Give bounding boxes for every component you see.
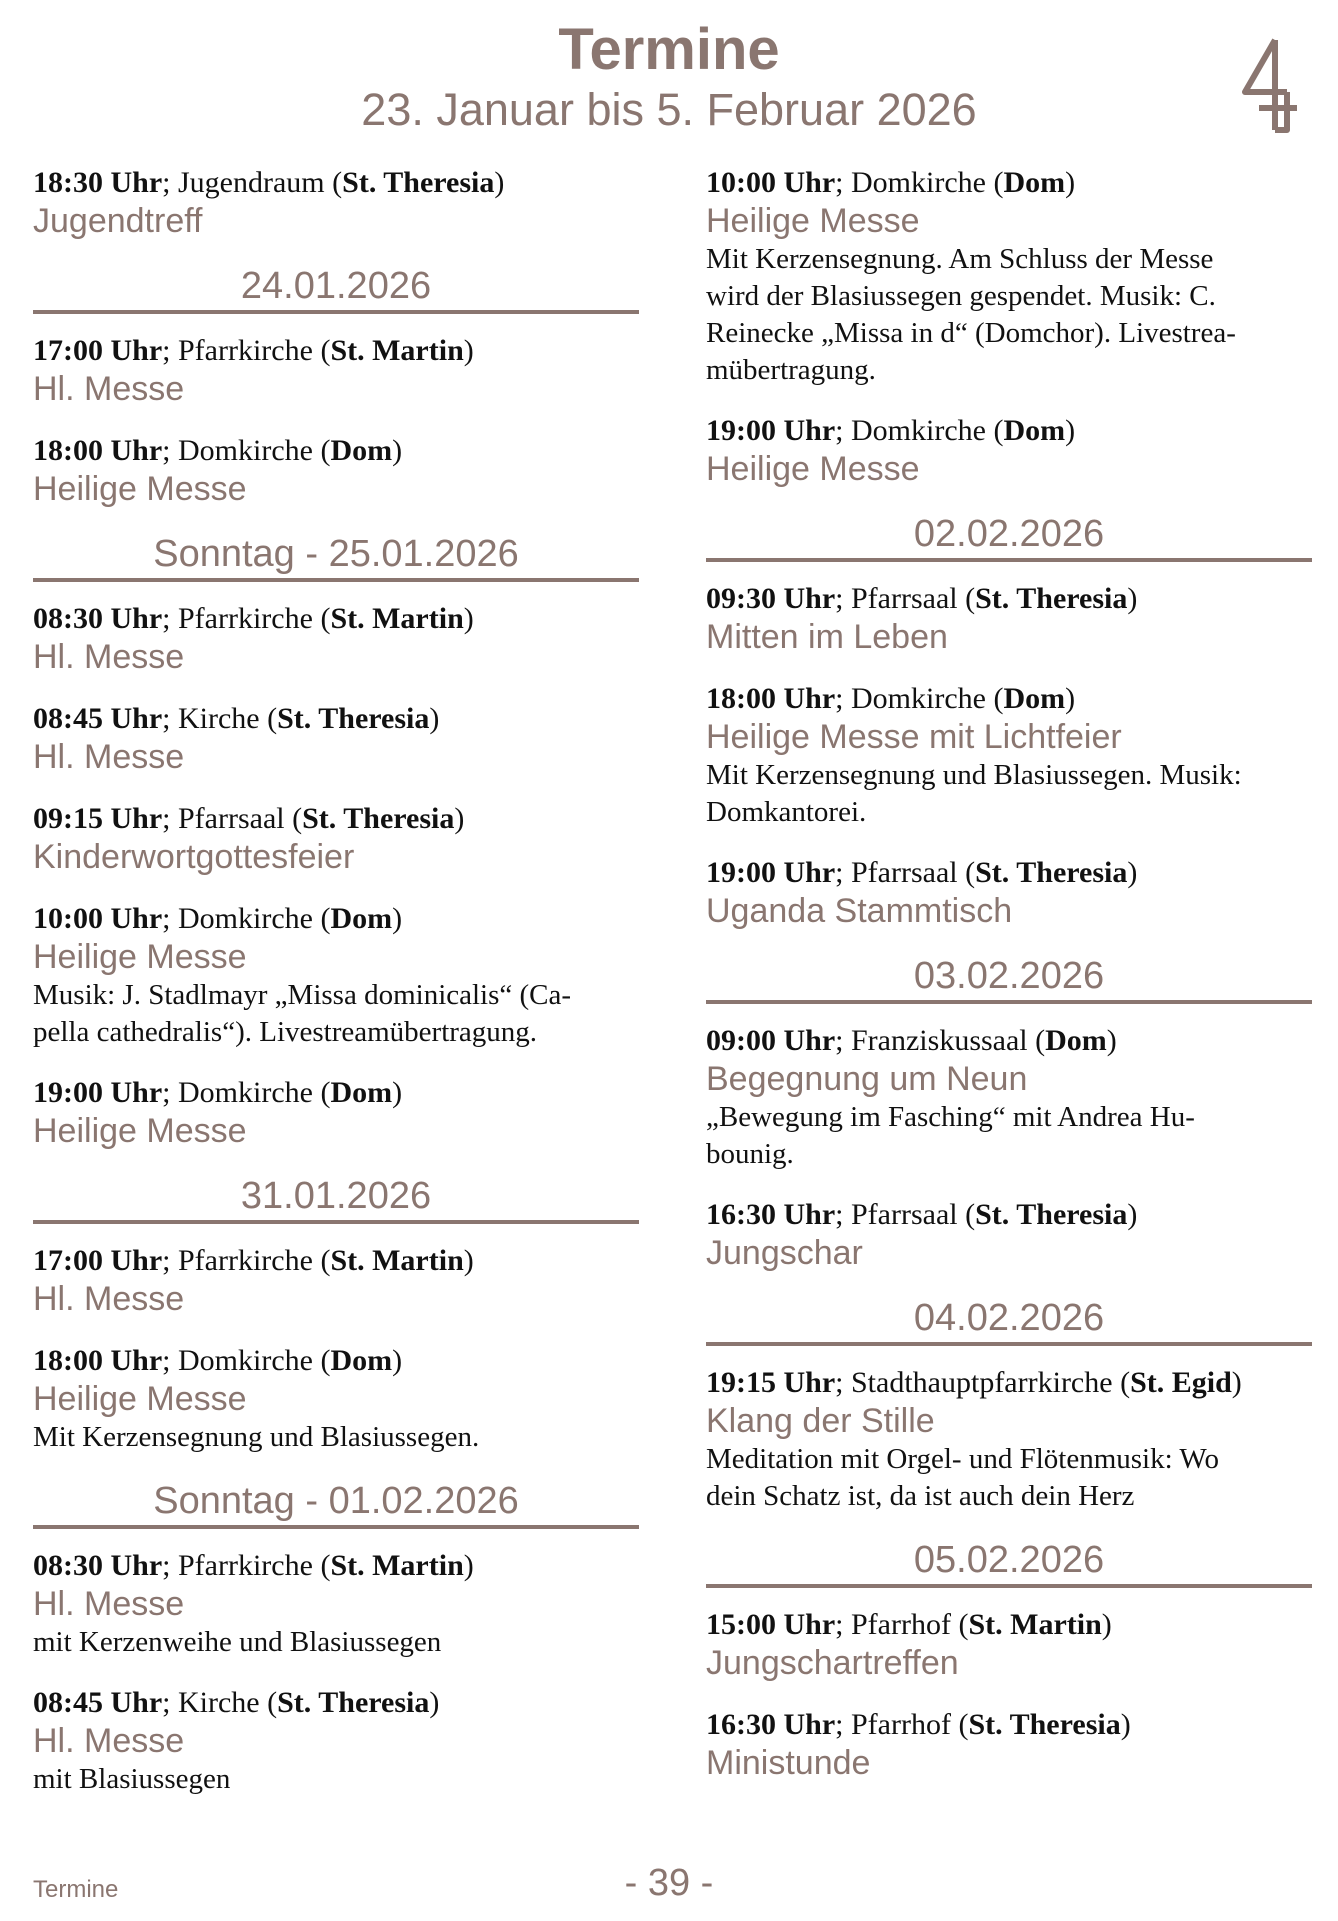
footer-section-label: Termine	[33, 1876, 119, 1903]
event-note: bounig.	[706, 1138, 794, 1170]
event-title: Heilige Messe	[706, 202, 920, 240]
event-title: Jungschartreffen	[706, 1644, 959, 1682]
event-note: Domkantorei.	[706, 796, 867, 828]
event-entry: 19:15 Uhr; Stadthauptpfarrkirche (St. Egid) Klang der Stille Meditation mit Orgel- und Flötenmusik: Wo dein Schatz ist, da ist auch dein Herz	[706, 1364, 1312, 1515]
page-title: Termine	[558, 17, 780, 82]
event-entry: 09:15 Uhr; Pfarrsaal (St. Theresia) Kinderwortgottesfeier	[33, 800, 639, 877]
event-note: Mit Kerzensegnung und Blasiussegen.	[33, 1421, 480, 1453]
event-title: Hl. Messe	[33, 638, 185, 676]
event-title: Klang der Stille	[706, 1402, 935, 1440]
event-title: Jungschar	[706, 1234, 863, 1272]
event-note: pella cathedralis“). Livestreamübertragung.	[33, 1016, 538, 1048]
event-entry: 15:00 Uhr; Pfarrhof (St. Martin) Jungschartreffen	[706, 1606, 1312, 1683]
event-entry: 16:30 Uhr; Pfarrhof (St. Theresia) Ministunde	[706, 1706, 1312, 1783]
event-entry: 17:00 Uhr; Pfarrkirche (St. Martin) Hl. Messe	[33, 332, 639, 409]
event-title: Ministunde	[706, 1744, 871, 1782]
event-note: mübertragung.	[706, 354, 876, 386]
event-title: Heilige Messe	[33, 938, 247, 976]
event-note: mit Kerzenweihe und Blasiussegen	[33, 1626, 442, 1658]
event-title: Begegnung um Neun	[706, 1060, 1028, 1098]
cross-logo-icon	[1235, 30, 1315, 140]
date-heading: 24.01.2026	[33, 264, 639, 314]
event-title: Jugendtreff	[33, 202, 203, 240]
event-entry: 08:30 Uhr; Pfarrkirche (St. Martin) Hl. Messe mit Kerzenweihe und Blasiussegen	[33, 1547, 639, 1661]
date-heading: 31.01.2026	[33, 1174, 639, 1224]
event-entry: 08:30 Uhr; Pfarrkirche (St. Martin) Hl. Messe	[33, 600, 639, 677]
event-entry: 10:00 Uhr; Domkirche (Dom) Heilige Messe Musik: J. Stadlmayr „Missa dominicalis“ (Ca- pella cathedralis“). Livestreamübertragung.	[33, 900, 639, 1051]
event-entry: 17:00 Uhr; Pfarrkirche (St. Martin) Hl. Messe	[33, 1242, 639, 1319]
event-title: Hl. Messe	[33, 1585, 185, 1623]
event-entry: 08:45 Uhr; Kirche (St. Theresia) Hl. Messe mit Blasiussegen	[33, 1684, 639, 1798]
event-entry: 08:45 Uhr; Kirche (St. Theresia) Hl. Messe	[33, 700, 639, 777]
date-heading: Sonntag - 01.02.2026	[33, 1479, 639, 1529]
event-entry: 18:00 Uhr; Domkirche (Dom) Heilige Messe mit Lichtfeier Mit Kerzensegnung und Blasiussegen. Musik: Domkantorei.	[706, 680, 1312, 831]
event-note: Musik: J. Stadlmayr „Missa dominicalis“ (Ca-	[33, 979, 572, 1011]
event-entry: 19:00 Uhr; Domkirche (Dom) Heilige Messe	[706, 412, 1312, 489]
event-title: Heilige Messe	[33, 1112, 247, 1150]
event-entry: 19:00 Uhr; Domkirche (Dom) Heilige Messe	[33, 1074, 639, 1151]
date-heading: 05.02.2026	[706, 1538, 1312, 1588]
date-heading: 02.02.2026	[706, 512, 1312, 562]
page-number: - 39 -	[624, 1862, 714, 1904]
event-note: wird der Blasiussegen gespendet. Musik: C.	[706, 280, 1216, 312]
date-heading: 04.02.2026	[706, 1296, 1312, 1346]
event-note: Mit Kerzensegnung. Am Schluss der Messe	[706, 243, 1214, 275]
event-title: Heilige Messe mit Lichtfeier	[706, 718, 1122, 756]
event-title: Mitten im Leben	[706, 618, 948, 656]
event-title: Hl. Messe	[33, 1722, 185, 1760]
event-note: dein Schatz ist, da ist auch dein Herz	[706, 1480, 1135, 1512]
event-note: Mit Kerzensegnung und Blasiussegen. Musik:	[706, 759, 1242, 791]
date-heading: 03.02.2026	[706, 954, 1312, 1004]
event-entry: 18:00 Uhr; Domkirche (Dom) Heilige Messe	[33, 432, 639, 509]
event-note: mit Blasiussegen	[33, 1763, 231, 1795]
event-note: Meditation mit Orgel- und Flötenmusik: Wo	[706, 1443, 1219, 1475]
event-title: Heilige Messe	[33, 470, 247, 508]
page-header	[0, 18, 1338, 136]
event-note: Reinecke „Missa in d“ (Domchor). Livestrea-	[706, 317, 1236, 349]
event-entry: 16:30 Uhr; Pfarrsaal (St. Theresia) Jungschar	[706, 1196, 1312, 1273]
left-column	[33, 164, 639, 1821]
event-title: Hl. Messe	[33, 738, 185, 776]
event-title: Heilige Messe	[33, 1380, 247, 1418]
event-entry: 09:30 Uhr; Pfarrsaal (St. Theresia) Mitten im Leben	[706, 580, 1312, 657]
event-note: „Bewegung im Fasching“ mit Andrea Hu-	[706, 1101, 1195, 1133]
event-title: Kinderwortgottesfeier	[33, 838, 355, 876]
event-entry: 18:30 Uhr; Jugendraum (St. Theresia) Jugendtreff	[33, 164, 639, 241]
right-column	[706, 164, 1312, 1806]
event-entry: 19:00 Uhr; Pfarrsaal (St. Theresia) Uganda Stammtisch	[706, 854, 1312, 931]
event-title: Uganda Stammtisch	[706, 892, 1013, 930]
event-entry: 18:00 Uhr; Domkirche (Dom) Heilige Messe Mit Kerzensegnung und Blasiussegen.	[33, 1342, 639, 1456]
page-subtitle: 23. Januar bis 5. Februar 2026	[361, 84, 977, 135]
event-title: Heilige Messe	[706, 450, 920, 488]
event-title: Hl. Messe	[33, 1280, 185, 1318]
date-heading: Sonntag - 25.01.2026	[33, 532, 639, 582]
event-entry: 10:00 Uhr; Domkirche (Dom) Heilige Messe Mit Kerzensegnung. Am Schluss der Messe wird der Blasiussegen gespendet. Musik: C. Reinecke „Missa in d“ (Domchor). Livestrea- mübertragung.	[706, 164, 1312, 389]
event-title: Hl. Messe	[33, 370, 185, 408]
event-entry: 09:00 Uhr; Franziskussaal (Dom) Begegnung um Neun „Bewegung im Fasching“ mit Andrea Hu- bounig.	[706, 1022, 1312, 1173]
